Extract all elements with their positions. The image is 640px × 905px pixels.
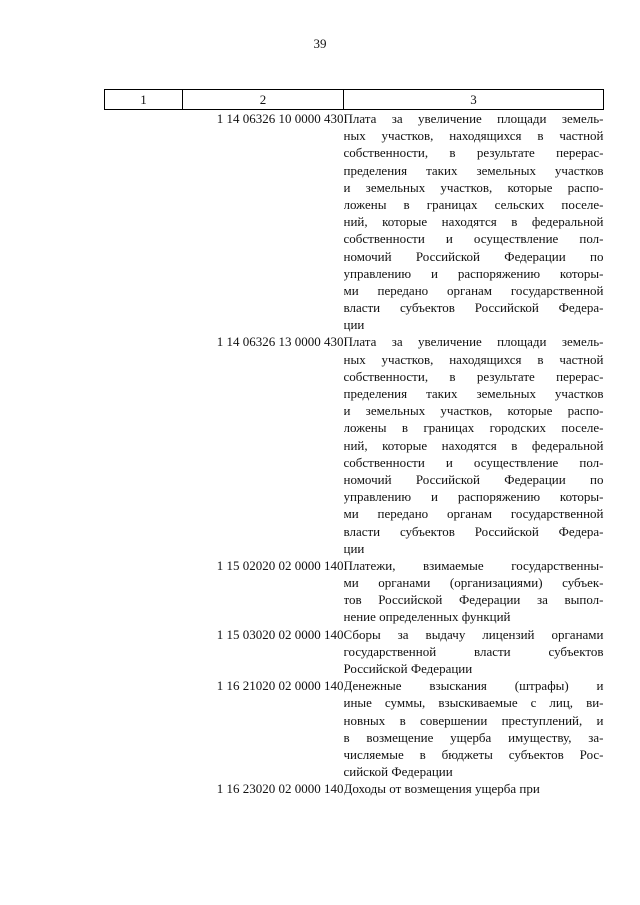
description-line: ний, которые находятся в федеральной — [343, 437, 604, 453]
description-line: нение определенных функций — [343, 609, 511, 625]
page-number: 39 — [313, 36, 327, 51]
description-line: и земельных участков, которые распо- — [343, 403, 604, 419]
description-line: Плата за увеличение площади земель- — [343, 334, 604, 350]
description-line: Денежные взыскания (штрафы) и — [343, 678, 604, 694]
column-header-2: 2 — [183, 90, 344, 110]
description-line: собственности и осуществление пол- — [343, 231, 604, 247]
description-line: пределения таких земельных участков — [343, 386, 604, 401]
description-line: ных участков, находящихся в частной — [343, 351, 604, 367]
description-line: Платежи, взимаемые государственны- — [343, 557, 604, 573]
description-line: номочий Российской Федерации по — [343, 248, 604, 264]
column-header-1: 1 — [105, 90, 183, 110]
column-header-3: 3 — [344, 90, 604, 110]
description-line: номочий Российской Федерации по — [343, 471, 604, 487]
description-line: государственной власти субъектов — [343, 643, 604, 659]
empty-cell — [105, 333, 183, 556]
description-line: сийской Федерации — [343, 764, 453, 780]
revenue-description — [344, 333, 604, 556]
revenue-description — [344, 557, 604, 626]
description-line: Плата за увеличение площади земель- — [343, 111, 604, 126]
description-line: ции — [343, 317, 365, 333]
revenue-description — [344, 677, 604, 780]
empty-cell — [105, 626, 183, 678]
description-line: пределения таких земельных участков — [343, 162, 604, 178]
description-line: власти субъектов Российской Федера- — [343, 300, 604, 316]
description-line: тов Российской Федерации за выпол- — [343, 592, 604, 608]
table-row — [105, 333, 604, 556]
description-line: Сборы за выдачу лицензий органами — [343, 626, 604, 642]
description-line: управлению и распоряжению которы- — [343, 489, 604, 505]
table-header-row — [105, 90, 604, 110]
description-line: ний, которые находятся в федеральной — [343, 214, 604, 230]
revenue-code: 1 16 23020 02 0000 140 — [216, 781, 344, 797]
description-line: ложены в границах городских поселе- — [343, 420, 604, 436]
document-table — [104, 89, 604, 798]
revenue-description — [344, 626, 604, 678]
description-line: числяемые в бюджеты субъектов Рос- — [343, 746, 604, 762]
revenue-description — [344, 780, 604, 797]
description-line: ных участков, находящихся в частной — [343, 128, 604, 144]
description-line: Российской Федерации — [343, 661, 473, 676]
revenue-code: 1 14 06326 10 0000 430 — [216, 111, 344, 126]
description-line: ми передано органам государственной — [343, 282, 604, 298]
table-row — [105, 677, 604, 780]
description-line: иные суммы, взыскиваемые с лиц, ви- — [343, 695, 604, 711]
revenue-code: 1 15 02020 02 0000 140 — [216, 557, 344, 573]
description-line: и земельных участков, которые распо- — [343, 179, 604, 195]
revenue-description — [344, 110, 604, 334]
description-line: управлению и распоряжению которы- — [343, 265, 604, 281]
revenue-code: 1 16 21020 02 0000 140 — [216, 678, 344, 694]
description-line: новных в совершении преступлений, и — [343, 712, 604, 728]
description-line: в возмещение ущерба имуществу, за- — [343, 729, 604, 745]
description-line: собственности и осуществление пол- — [343, 454, 604, 470]
revenue-code: 1 15 03020 02 0000 140 — [216, 626, 344, 642]
revenue-code: 1 14 06326 13 0000 430 — [216, 334, 344, 350]
empty-cell — [105, 677, 183, 780]
description-line: ми органами (организациями) субъек- — [343, 575, 604, 591]
description-line: ложены в границах сельских поселе- — [343, 196, 604, 212]
table-row — [105, 780, 604, 797]
description-line: ции — [343, 540, 365, 556]
empty-cell — [105, 110, 183, 334]
description-line: собственности, в результате перерас- — [343, 145, 604, 161]
table-row — [105, 557, 604, 626]
description-line: ми передано органам государственной — [343, 506, 604, 522]
empty-cell — [105, 780, 183, 797]
description-line: собственности, в результате перерас- — [343, 368, 604, 384]
table-row — [105, 110, 604, 334]
table-body — [105, 110, 604, 798]
empty-cell — [105, 557, 183, 626]
description-line: власти субъектов Российской Федера- — [343, 523, 604, 539]
description-line: Доходы от возмещения ущерба при — [343, 781, 540, 797]
table-row — [105, 626, 604, 678]
